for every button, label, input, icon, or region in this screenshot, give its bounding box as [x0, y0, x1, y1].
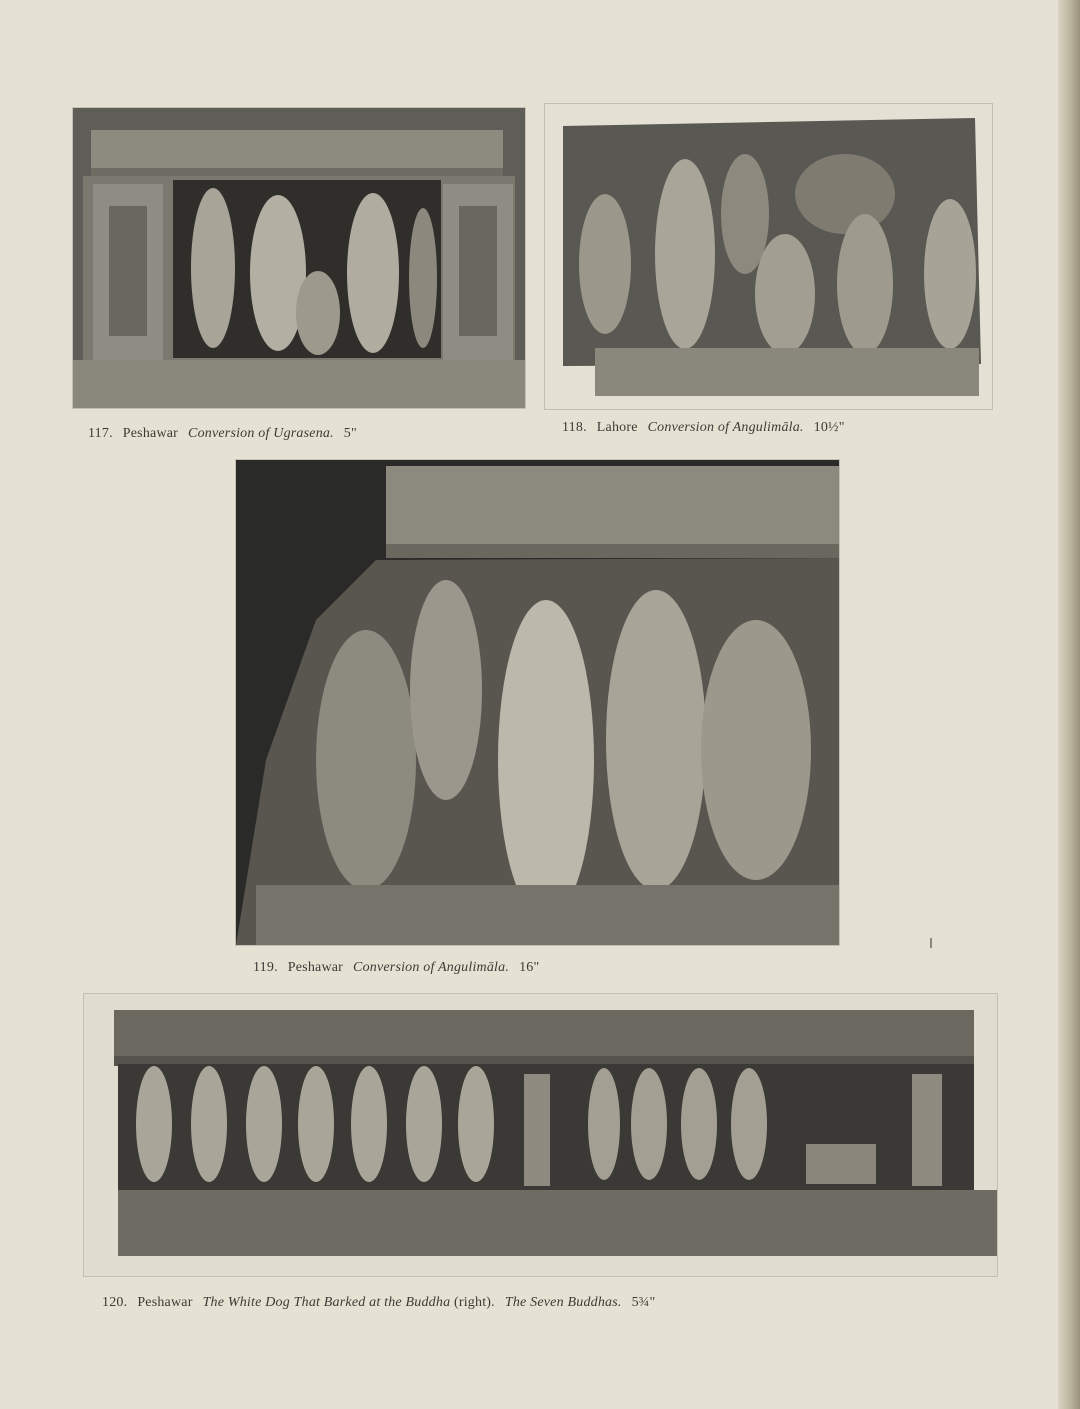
book-spine-shadow [1058, 0, 1080, 1409]
caption-118 [562, 420, 845, 436]
plate-number: 117. [88, 426, 113, 441]
photo-plate-117 [73, 108, 525, 408]
plate-note: (right). [453, 1295, 495, 1310]
plate-size: 5¾" [631, 1295, 656, 1310]
plate-number: 120. [102, 1295, 128, 1310]
caption-117 [88, 426, 357, 442]
plate-title: Conversion of Angulimāla. [353, 960, 510, 975]
photo-plate-118 [545, 104, 992, 409]
plate-size: 16" [519, 960, 540, 975]
photo-plate-120 [84, 994, 997, 1276]
page-mark [930, 938, 932, 948]
plate-title: Conversion of Ugrasena. [188, 426, 334, 441]
plate-size: 10½" [813, 420, 845, 435]
plate-title-secondary: The Seven Buddhas. [504, 1295, 622, 1310]
plate-location: Peshawar [287, 960, 344, 975]
plate-location: Lahore [596, 420, 638, 435]
plate-title: Conversion of Angulimāla. [647, 420, 804, 435]
plate-size: 5" [343, 426, 357, 441]
plate-location: Peshawar [122, 426, 179, 441]
plate-location: Peshawar [137, 1295, 193, 1310]
plate-number: 118. [562, 420, 587, 435]
plate-number: 119. [253, 960, 278, 975]
caption-120 [102, 1295, 655, 1311]
photo-plate-119 [236, 460, 839, 945]
caption-119 [253, 960, 539, 976]
plate-title: The White Dog That Barked at the Buddha [202, 1295, 451, 1310]
